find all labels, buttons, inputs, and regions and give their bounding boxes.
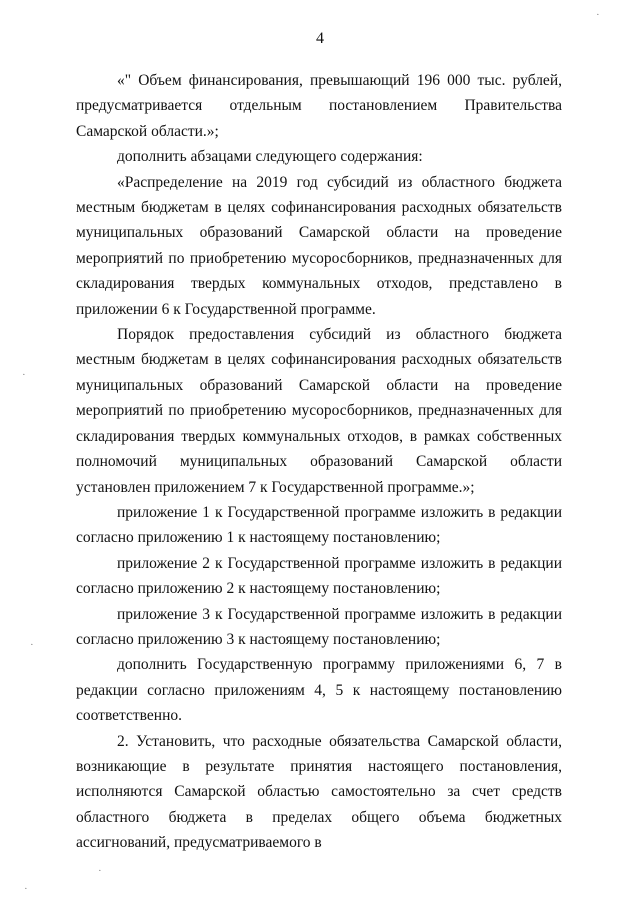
paragraph-clause-2: 2. Установить, что расходные обязательства Самарской области, возникающие в результате принятия настоящего постановления, исполняются Самарской областью самостоятельно за счет средств областного бюджета в пределах общего объема бюджетных ассигнований, предусматриваемого в <box>76 732 562 852</box>
paragraph-appendix-2: приложение 2 к Государственной программе изложить в редакции согласно приложению 2 к настоящему постановлению; <box>76 554 562 598</box>
paragraph-add-sections: дополнить абзацами следующего содержания: <box>117 148 423 166</box>
scan-speck: · <box>22 369 26 381</box>
paragraph-appendix-3: приложение 3 к Государственной программе изложить в редакции согласно приложению 3 к настоящему постановлению; <box>76 605 562 648</box>
paragraph-appendices-6-7: дополнить Государственную программу приложениями 6, 7 в редакции согласно приложениям 4, 5 к настоящему постановлению соответственно. <box>76 656 562 725</box>
page-number: 4 <box>316 30 324 47</box>
document-body <box>76 68 562 856</box>
scan-speck: · <box>98 865 102 877</box>
scan-speck: · <box>24 883 28 895</box>
scan-speck: · <box>30 639 34 651</box>
paragraph-subsidy-distribution: «Распределение на 2019 год субсидий из областного бюджета местным бюджетам в целях софинансирования расходных обязательств муниципальных образований Самарской области на проведение мероприятий по приобретению мусоросборников, предназначенных для складирования твердых коммунальных отходов, представлено в приложении 6 к Государственной программе. <box>76 173 562 318</box>
scan-speck: · <box>596 9 600 21</box>
paragraph-funding-volume: «" Объем финансирования, превышающий 196 000 тыс. рублей, предусматривается отдельным постановлением Правительства Самарской области.»; <box>76 72 562 140</box>
paragraph-subsidy-procedure: Порядок предоставления субсидий из областного бюджета местным бюджетам в целях софинансирования расходных обязательств муниципальных образований Самарской области на проведение мероприятий по приобретению мусоросборников, предназначенных для складирования твердых коммунальных отходов, в рамках собственных полномочий муниципальных образований Самарской области установлен приложением 7 к Государственной программе.»; <box>76 326 562 496</box>
paragraph-appendix-1: приложение 1 к Государственной программе изложить в редакции согласно приложению 1 к настоящему постановлению; <box>76 503 562 547</box>
